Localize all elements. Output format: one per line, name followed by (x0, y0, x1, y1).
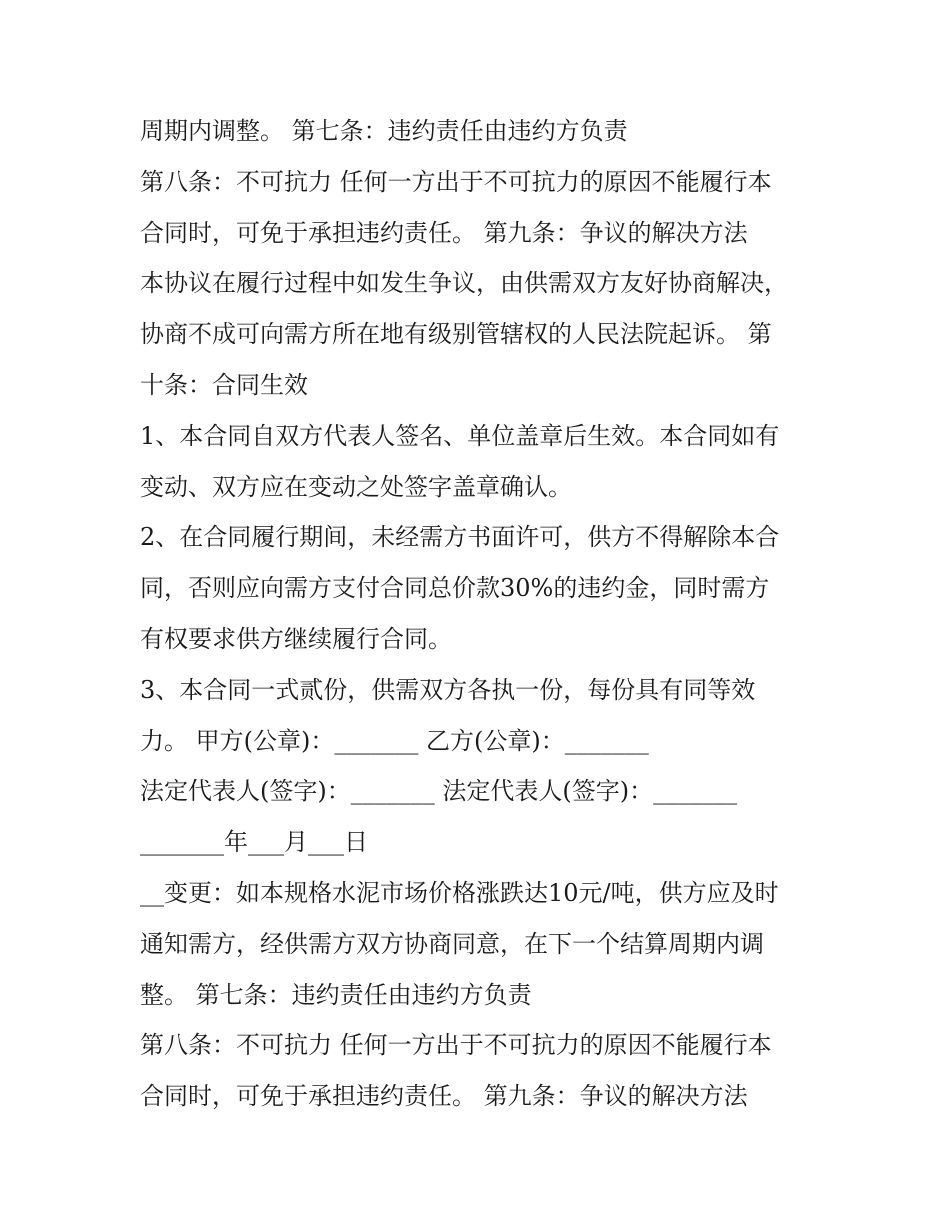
text-line-4: 本协议在履行过程中如发生争议，由供需双方友好协商解决， (140, 269, 788, 298)
text-line-11: 有权要求供方继续履行合同。 (140, 624, 452, 653)
text-line-8: 变动、双方应在变动之处签字盖章确认。 (140, 472, 572, 501)
text-line-10: 同，否则应向需方支付合同总价款30%的违约金，同时需方 (140, 574, 770, 603)
text-line-16: __变更：如本规格水泥市场价格涨跌达10元/吨，供方应及时 (140, 878, 779, 907)
date-line: _______年___月___日 (140, 828, 368, 857)
text-line-7: 1、本合同自双方代表人签名、单位盖章后生效。本合同如有 (140, 421, 780, 450)
signature-line-representatives: 法定代表人(签字)：_______ 法定代表人(签字)：_______ (140, 777, 738, 806)
text-line-19: 第八条：不可抗力 任何一方出于不可抗力的原因不能履行本 (140, 1031, 772, 1060)
text-line-1: 周期内调整。 第七条：违约责任由违约方负责 (140, 117, 628, 145)
text-line-6: 十条：合同生效 (140, 370, 308, 399)
text-line-5: 协商不成可向需方所在地有级别管辖权的人民法院起诉。 第 (140, 320, 772, 349)
contract-text (140, 106, 820, 1122)
text-line-3: 合同时，可免于承担违约责任。 第九条：争议的解决方法 (140, 218, 748, 247)
text-line-18: 整。 第七条：违约责任由违约方负责 (140, 980, 532, 1009)
signature-line-parties: 力。 甲方(公章)：_______ 乙方(公章)：_______ (140, 726, 649, 755)
text-line-12: 3、本合同一式贰份，供需双方各执一份，每份具有同等效 (140, 675, 756, 704)
text-line-2: 第八条：不可抗力 任何一方出于不可抗力的原因不能履行本 (140, 167, 772, 196)
text-line-9: 2、在合同履行期间，未经需方书面许可，供方不得解除本合 (140, 523, 780, 552)
text-line-20: 合同时，可免于承担违约责任。 第九条：争议的解决方法 (140, 1082, 748, 1111)
text-line-17: 通知需方，经供需方双方协商同意，在下一个结算周期内调 (140, 929, 764, 958)
